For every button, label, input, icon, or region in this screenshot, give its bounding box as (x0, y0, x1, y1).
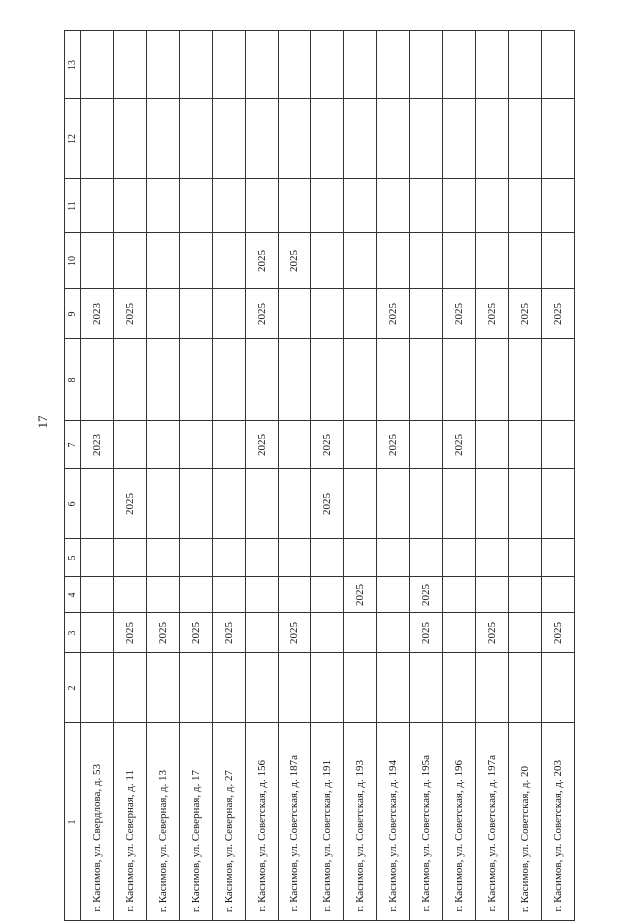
address-text: г. Касимов, ул. Советская, д. 20 (518, 765, 531, 912)
column-number-cell (65, 339, 81, 421)
year-cell (81, 577, 114, 613)
year-cell (245, 421, 278, 469)
year-cell (476, 539, 509, 577)
column-number: 7 (66, 442, 78, 447)
table-row (65, 613, 575, 653)
year-cell (410, 179, 443, 233)
year-cell (344, 539, 377, 577)
address-text: г. Касимов, ул. Свердлова, д. 53 (90, 764, 103, 912)
table-row (65, 421, 575, 469)
address-cell (476, 723, 509, 921)
year-cell (81, 339, 114, 421)
year-cell (476, 179, 509, 233)
year-cell (476, 653, 509, 723)
year-cell (410, 613, 443, 653)
year-cell (245, 613, 278, 653)
page-number: 17 (35, 415, 50, 429)
year-cell (278, 613, 311, 653)
year-cell (443, 179, 476, 233)
column-number-cell (65, 421, 81, 469)
column-number: 2 (66, 685, 78, 690)
year-cell (179, 469, 212, 539)
column-number: 4 (66, 592, 78, 597)
year-cell (179, 421, 212, 469)
year-cell (344, 339, 377, 421)
table-row (65, 539, 575, 577)
address-cell (245, 723, 278, 921)
year-cell (113, 421, 146, 469)
year-cell (179, 539, 212, 577)
address-cell (81, 723, 114, 921)
column-number-cell (65, 653, 81, 723)
year-cell (541, 339, 574, 421)
year-cell (146, 539, 179, 577)
year-cell (146, 179, 179, 233)
year-cell (81, 233, 114, 289)
year-cell (212, 653, 245, 723)
year-value: 2025 (518, 302, 531, 325)
year-value: 2025 (288, 621, 301, 644)
year-cell (377, 421, 410, 469)
year-cell (344, 233, 377, 289)
year-cell (476, 339, 509, 421)
column-number-cell (65, 99, 81, 179)
column-number: 1 (66, 819, 78, 824)
year-cell (443, 99, 476, 179)
year-cell (212, 577, 245, 613)
year-value: 2025 (387, 433, 400, 456)
year-value: 2025 (288, 249, 301, 272)
year-cell (410, 31, 443, 99)
year-value: 2023 (90, 302, 103, 325)
year-cell (508, 421, 541, 469)
year-cell (377, 179, 410, 233)
year-cell (377, 339, 410, 421)
year-cell (311, 99, 344, 179)
year-cell (212, 339, 245, 421)
table-row (65, 723, 575, 921)
year-cell (443, 421, 476, 469)
year-value: 2025 (486, 621, 499, 644)
year-cell (212, 289, 245, 339)
address-text: г. Касимов, ул. Советская, д. 187а (288, 755, 301, 912)
table-row (65, 233, 575, 289)
year-cell (508, 99, 541, 179)
address-cell (344, 723, 377, 921)
year-value: 2025 (123, 621, 136, 644)
year-value: 2025 (321, 433, 334, 456)
year-value: 2025 (255, 302, 268, 325)
year-cell (541, 469, 574, 539)
year-cell (278, 469, 311, 539)
year-cell (476, 577, 509, 613)
year-value: 2025 (255, 433, 268, 456)
table-row (65, 289, 575, 339)
year-cell (179, 653, 212, 723)
address-text: г. Касимов, ул. Северная, д. 17 (189, 769, 202, 912)
column-number-cell (65, 577, 81, 613)
year-cell (113, 613, 146, 653)
year-cell (179, 289, 212, 339)
year-cell (278, 339, 311, 421)
address-text: г. Касимов, ул. Советская, д. 193 (354, 760, 367, 912)
year-cell (146, 613, 179, 653)
year-value: 2025 (321, 492, 334, 515)
year-cell (443, 469, 476, 539)
year-cell (344, 31, 377, 99)
year-cell (278, 99, 311, 179)
table-row (65, 577, 575, 613)
year-cell (81, 421, 114, 469)
year-cell (179, 99, 212, 179)
year-cell (146, 99, 179, 179)
address-text: г. Касимов, ул. Советская, д. 196 (453, 760, 466, 912)
year-cell (410, 339, 443, 421)
year-cell (508, 179, 541, 233)
year-cell (508, 577, 541, 613)
table-row (65, 339, 575, 421)
year-cell (410, 577, 443, 613)
year-value: 2025 (420, 583, 433, 606)
year-cell (146, 469, 179, 539)
address-cell (179, 723, 212, 921)
year-cell (443, 613, 476, 653)
year-cell (377, 31, 410, 99)
year-value: 2025 (123, 492, 136, 515)
year-value: 2025 (255, 249, 268, 272)
year-cell (443, 653, 476, 723)
table-row (65, 469, 575, 539)
year-cell (278, 179, 311, 233)
year-cell (179, 31, 212, 99)
year-cell (113, 179, 146, 233)
year-value: 2025 (420, 621, 433, 644)
address-text: г. Касимов, ул. Советская, д. 194 (387, 760, 400, 912)
address-cell (212, 723, 245, 921)
address-cell (508, 723, 541, 921)
year-cell (212, 179, 245, 233)
year-cell (508, 539, 541, 577)
year-cell (541, 539, 574, 577)
address-cell (278, 723, 311, 921)
year-cell (278, 577, 311, 613)
year-cell (476, 99, 509, 179)
year-cell (146, 577, 179, 613)
year-cell (278, 31, 311, 99)
year-value: 2025 (551, 302, 564, 325)
year-cell (179, 233, 212, 289)
column-number-cell (65, 539, 81, 577)
year-cell (278, 653, 311, 723)
year-cell (476, 233, 509, 289)
year-cell (541, 421, 574, 469)
column-number: 6 (66, 501, 78, 506)
address-cell (113, 723, 146, 921)
year-cell (541, 179, 574, 233)
year-value: 2025 (354, 583, 367, 606)
year-cell (377, 539, 410, 577)
year-cell (508, 469, 541, 539)
year-cell (541, 613, 574, 653)
year-cell (476, 289, 509, 339)
year-cell (377, 613, 410, 653)
year-cell (443, 339, 476, 421)
year-cell (508, 613, 541, 653)
year-cell (311, 539, 344, 577)
year-cell (311, 179, 344, 233)
year-cell (245, 99, 278, 179)
year-cell (508, 233, 541, 289)
year-cell (146, 421, 179, 469)
year-cell (410, 233, 443, 289)
column-number: 9 (66, 311, 78, 316)
year-value: 2025 (123, 302, 136, 325)
year-cell (311, 469, 344, 539)
year-cell (410, 469, 443, 539)
table-row (65, 653, 575, 723)
year-cell (377, 577, 410, 613)
address-cell (541, 723, 574, 921)
year-cell (212, 539, 245, 577)
year-cell (245, 539, 278, 577)
table-row (65, 179, 575, 233)
year-cell (410, 99, 443, 179)
year-cell (541, 99, 574, 179)
year-value: 2025 (453, 433, 466, 456)
year-cell (311, 613, 344, 653)
year-cell (377, 469, 410, 539)
year-value: 2025 (486, 302, 499, 325)
year-cell (443, 539, 476, 577)
year-cell (113, 469, 146, 539)
year-cell (508, 339, 541, 421)
year-cell (344, 99, 377, 179)
year-cell (443, 577, 476, 613)
year-cell (212, 613, 245, 653)
address-cell (377, 723, 410, 921)
year-cell (541, 653, 574, 723)
year-cell (113, 577, 146, 613)
year-cell (377, 653, 410, 723)
year-cell (212, 99, 245, 179)
column-number: 12 (66, 133, 78, 144)
year-cell (245, 233, 278, 289)
year-cell (278, 421, 311, 469)
year-cell (443, 233, 476, 289)
address-text: г. Касимов, ул. Советская, д. 203 (551, 760, 564, 912)
year-cell (410, 653, 443, 723)
year-cell (113, 339, 146, 421)
year-cell (344, 289, 377, 339)
year-value: 2025 (222, 621, 235, 644)
year-cell (179, 179, 212, 233)
year-cell (81, 613, 114, 653)
year-cell (344, 469, 377, 539)
year-cell (311, 339, 344, 421)
year-cell (508, 31, 541, 99)
column-number-cell (65, 31, 81, 99)
column-number: 10 (66, 255, 78, 266)
year-cell (541, 233, 574, 289)
year-cell (113, 99, 146, 179)
year-cell (146, 339, 179, 421)
year-cell (311, 289, 344, 339)
year-value: 2025 (551, 621, 564, 644)
year-cell (344, 421, 377, 469)
year-cell (113, 653, 146, 723)
year-cell (278, 539, 311, 577)
year-cell (476, 469, 509, 539)
year-cell (410, 539, 443, 577)
year-cell (212, 421, 245, 469)
year-cell (541, 289, 574, 339)
year-cell (278, 233, 311, 289)
year-cell (311, 233, 344, 289)
year-cell (344, 653, 377, 723)
year-cell (146, 653, 179, 723)
year-cell (245, 179, 278, 233)
address-cell (443, 723, 476, 921)
year-value: 2025 (453, 302, 466, 325)
year-cell (344, 613, 377, 653)
year-cell (81, 289, 114, 339)
year-cell (146, 233, 179, 289)
year-cell (212, 31, 245, 99)
year-cell (377, 233, 410, 289)
year-cell (476, 613, 509, 653)
year-value: 2025 (387, 302, 400, 325)
year-cell (179, 577, 212, 613)
year-cell (146, 289, 179, 339)
column-number-cell (65, 289, 81, 339)
address-text: г. Касимов, ул. Северная, д. 11 (123, 770, 136, 912)
address-cell (311, 723, 344, 921)
column-number: 8 (66, 377, 78, 382)
year-value: 2025 (156, 621, 169, 644)
address-text: г. Касимов, ул. Северная, д. 13 (156, 769, 169, 912)
column-number-cell (65, 723, 81, 921)
year-cell (212, 469, 245, 539)
year-cell (410, 421, 443, 469)
table-row (65, 31, 575, 99)
year-cell (410, 289, 443, 339)
year-cell (81, 99, 114, 179)
year-cell (344, 179, 377, 233)
year-cell (508, 289, 541, 339)
year-cell (245, 339, 278, 421)
column-number-cell (65, 179, 81, 233)
year-value: 2023 (90, 433, 103, 456)
year-value: 2025 (189, 621, 202, 644)
address-cell (410, 723, 443, 921)
year-cell (476, 31, 509, 99)
column-number-cell (65, 613, 81, 653)
year-cell (311, 653, 344, 723)
column-number: 13 (66, 59, 78, 70)
year-cell (113, 289, 146, 339)
year-cell (81, 179, 114, 233)
year-cell (443, 31, 476, 99)
year-cell (344, 577, 377, 613)
address-text: г. Касимов, ул. Северная, д. 27 (222, 769, 235, 912)
address-text: г. Касимов, ул. Советская, д. 191 (321, 760, 334, 912)
year-cell (245, 577, 278, 613)
year-cell (81, 539, 114, 577)
year-cell (311, 421, 344, 469)
year-cell (245, 31, 278, 99)
year-cell (113, 233, 146, 289)
year-cell (146, 31, 179, 99)
address-cell (146, 723, 179, 921)
table-row (65, 99, 575, 179)
year-cell (377, 289, 410, 339)
year-cell (443, 289, 476, 339)
year-cell (179, 339, 212, 421)
address-text: г. Касимов, ул. Советская, д. 156 (255, 760, 268, 912)
column-number: 3 (66, 630, 78, 635)
year-cell (245, 653, 278, 723)
year-cell (245, 469, 278, 539)
address-text: г. Касимов, ул. Советская, д. 197а (486, 755, 499, 912)
year-cell (311, 31, 344, 99)
address-text: г. Касимов, ул. Советская, д. 195а (420, 755, 433, 912)
year-cell (81, 31, 114, 99)
column-number-cell (65, 469, 81, 539)
year-cell (278, 289, 311, 339)
column-number-cell (65, 233, 81, 289)
column-number: 5 (66, 555, 78, 560)
year-cell (377, 99, 410, 179)
year-cell (311, 577, 344, 613)
year-cell (179, 613, 212, 653)
year-cell (245, 289, 278, 339)
schedule-table (64, 30, 575, 921)
year-cell (476, 421, 509, 469)
year-cell (81, 469, 114, 539)
year-cell (113, 539, 146, 577)
schedule-table-container (64, 30, 574, 912)
year-cell (113, 31, 146, 99)
year-cell (541, 577, 574, 613)
year-cell (508, 653, 541, 723)
year-cell (212, 233, 245, 289)
year-cell (541, 31, 574, 99)
year-cell (81, 653, 114, 723)
column-number: 11 (66, 200, 78, 211)
